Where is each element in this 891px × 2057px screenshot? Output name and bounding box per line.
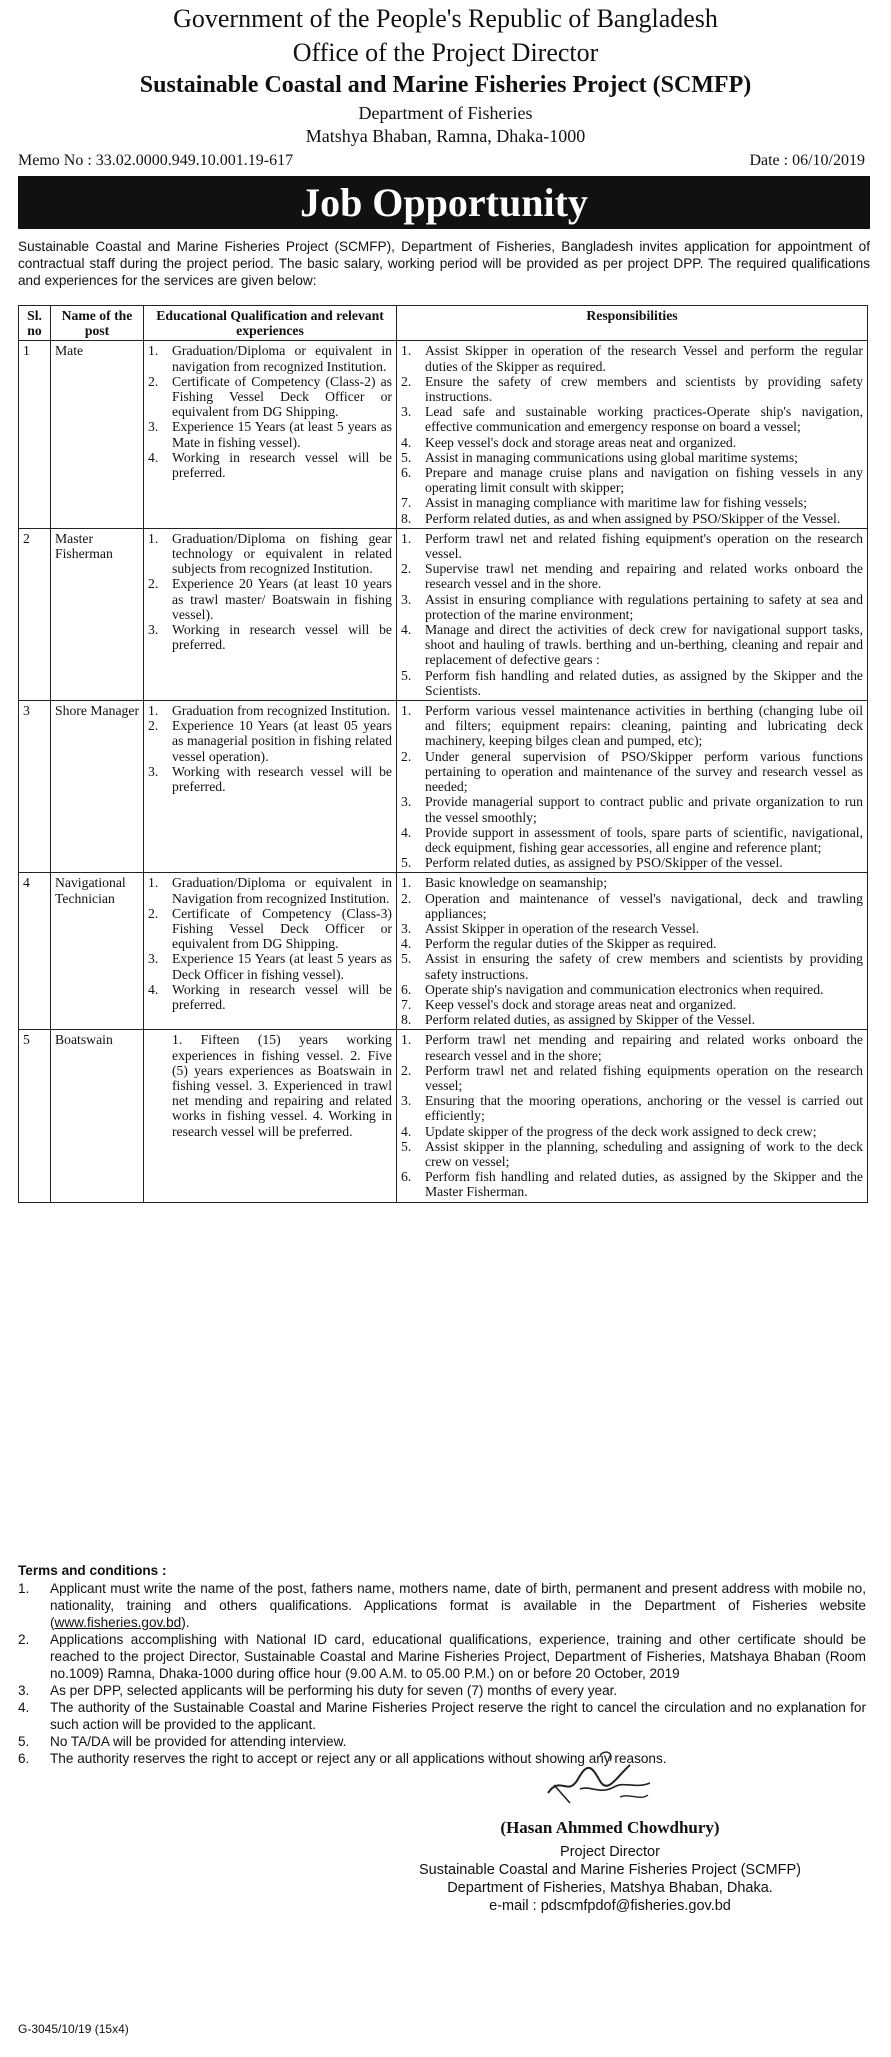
terms-title: Terms and conditions : xyxy=(18,1563,167,1578)
signer-name: (Hasan Ahmmed Chowdhury) xyxy=(500,1818,720,1837)
qualification-item: 1. Graduation from recognized Institution. xyxy=(148,703,391,719)
office-address: Matshya Bhaban, Ramna, Dhaka-1000 xyxy=(305,126,586,146)
responsibility-item: 4. Perform the regular duties of the Skipper as required. xyxy=(401,936,717,952)
row-post-name: Master Fisherman xyxy=(50,529,143,700)
row-post-name: Mate xyxy=(50,341,143,527)
signer-org: Sustainable Coastal and Marine Fisheries Project (SCMFP) xyxy=(419,1862,801,1878)
responsibility-item: 3. Ensuring that the mooring operations, anchoring or the vessel is carried out efficiently; xyxy=(401,1093,863,1124)
responsibility-item: 1. Assist Skipper in operation of the research Vessel and perform the regular duties of the Skipper as required. xyxy=(401,343,863,374)
responsibility-item: 5. Assist in managing communications using global maritime systems; xyxy=(401,449,798,465)
responsibility-item: 6. Perform fish handling and related duties, as assigned by the Skipper and the Master Fisherman. xyxy=(401,1169,863,1200)
responsibility-item: 3. Lead safe and sustainable working practices-Operate ship's navigation, effective communication and emergency response on board a vessel; xyxy=(401,404,863,435)
terms-item: 2. Applications accomplishing with National ID card, educational qualifications, experience, training and other certificate should be reached to the project Director, Sustainable Coastal and Marine Fisheries Project, Department of Fisheries, Matshaya Bhaban (Room no.1009) Ramna, Dhaka-1000 during office hour (9.00 A.M. to 05.00 P.M.) on or before 20 October, 2019 xyxy=(18,1632,866,1681)
row-sl: 1 xyxy=(23,343,30,359)
qualification-item: 2. Certificate of Competency (Class-3) Fishing Vessel Deck Officer or equivalent from DG Shipping. xyxy=(148,905,392,952)
qualification-item: 1. Graduation/Diploma or equivalent in navigation from recognized Institution. xyxy=(148,343,392,374)
responsibility-item: 1. Basic knowledge on seamanship; xyxy=(401,875,608,891)
table-row xyxy=(19,700,867,872)
qualification-item: 2. Certificate of Competency (Class-2) as Fishing Vessel Deck Officer or equivalent from DG Shipping. xyxy=(148,373,392,420)
responsibility-item: 7. Assist in managing compliance with maritime law for fishing vessels; xyxy=(401,495,808,511)
responsibility-item: 5. Assist in ensuring the safety of crew members and scientists by providing safety instructions. xyxy=(401,951,863,982)
memo-number: Memo No : 33.02.0000.949.10.001.19-617 xyxy=(18,152,294,169)
qualification-item: 4. Working in research vessel will be preferred. xyxy=(148,449,392,481)
signer-title: Project Director xyxy=(560,1844,660,1860)
responsibility-item: 4. Keep vessel's dock and storage areas neat and organized. xyxy=(401,434,737,450)
row-sl: 4 xyxy=(23,875,30,891)
responsibility-item: 2. Operation and maintenance of vessel's navigational, deck and trawling appliances; xyxy=(401,890,863,921)
responsibility-item: 1. Perform trawl net and related fishing equipment's operation on the research vessel. xyxy=(401,530,863,562)
qualification-item: 3. Working with research vessel will be preferred. xyxy=(148,763,392,795)
responsibility-item: 1. Perform various vessel maintenance activities in berthing (changing lube oil and filters; equipment repairs: cleaning, painting and lubricating deck machinery, keeping bilges clean and pumped, etc); xyxy=(401,703,863,749)
header-responsibilities: Responsibilities xyxy=(396,306,867,340)
row-responsibilities xyxy=(396,1030,867,1201)
responsibility-item: 2. Supervise trawl net mending and repairing and related works onboard the research vessel and in the shore. xyxy=(401,561,863,592)
signer-email: e-mail : pdscmfpdof@fisheries.gov.bd xyxy=(489,1898,731,1914)
terms-section xyxy=(18,1562,866,1767)
terms-item: 3. As per DPP, selected applicants will be performing his duty for seven (7) months of every year. xyxy=(18,1683,618,1698)
row-responsibilities xyxy=(396,529,867,700)
responsibility-item: 7. Keep vessel's dock and storage areas neat and organized. xyxy=(401,996,737,1012)
responsibility-item: 5. Perform related duties, as assigned by PSO/Skipper of the vessel. xyxy=(401,855,783,871)
responsibility-item: 3. Assist in ensuring compliance with regulations pertaining to safety at sea and protection of the marine environment; xyxy=(401,591,863,622)
project-title: Sustainable Coastal and Marine Fisheries Project (SCMFP) xyxy=(139,72,752,98)
table-row xyxy=(19,872,867,1029)
responsibility-item: 3. Provide managerial support to contract public and private organization to run the vessel smoothly; xyxy=(401,794,863,825)
header-post: Name of the post xyxy=(50,306,143,340)
responsibility-item: 4. Provide support in assessment of tools, spare parts of scientific, navigational, deck equipment, fishing gear accessories, all engine and reference plant; xyxy=(401,824,863,855)
terms-item: 1. Applicant must write the name of the post, fathers name, mothers name, date of birth, permanent and present address with mobile no, nationality, training and others qualifications. Applications format is available in the Department of Fisheries website (www.fisheries.gov.bd). xyxy=(18,1581,866,1630)
row-qualifications xyxy=(143,1030,396,1201)
header-sl: Sl. no xyxy=(27,308,42,339)
qualification-item: 3. Working in research vessel will be preferred. xyxy=(148,622,392,653)
qualification-item: 4. Working in research vessel will be preferred. xyxy=(148,981,392,1012)
signer-department: Department of Fisheries, Matshya Bhaban, Dhaka. xyxy=(447,1880,773,1896)
responsibility-item: 5. Perform fish handling and related duties, as assigned by the Skipper and the Scientists. xyxy=(401,667,863,698)
terms-item: 6. The authority reserves the right to accept or reject any or all applications without showing any reasons. xyxy=(18,1751,667,1766)
terms-item: 5. No TA/DA will be provided for attending interview. xyxy=(18,1734,347,1749)
responsibility-item: 2. Ensure the safety of crew members and scientists by providing safety instructions. xyxy=(401,373,863,405)
fisheries-website-link[interactable]: www.fisheries.gov.bd xyxy=(54,1615,182,1630)
responsibility-item: 4. Manage and direct the activities of deck crew for navigational support tasks, shoot and hauling of trawls. berthing and un-berthing, cleaning and repair and replacement of defective gears : xyxy=(401,622,863,668)
row-qualifications xyxy=(143,873,396,1029)
responsibility-item: 6. Operate ship's navigation and communication electronics when required. xyxy=(401,981,824,997)
row-sl: 5 xyxy=(23,1032,30,1048)
responsibility-item: 5. Assist skipper in the planning, scheduling and assigning of work to the deck crew on vessel; xyxy=(401,1138,863,1169)
row-qualifications xyxy=(143,341,396,527)
office-title: Office of the Project Director xyxy=(292,38,599,67)
responsibility-item: 6. Prepare and manage cruise plans and navigation on fishing vessels in any operating limit consult with skipper; xyxy=(401,465,863,496)
header-qualification: Educational Qualification and relevant experiences xyxy=(143,306,396,340)
ad-code: G-3045/10/19 (15x4) xyxy=(18,2022,129,2036)
row-sl: 3 xyxy=(23,703,30,719)
responsibility-item: 2. Perform trawl net and related fishing equipments operation on the research vessel; xyxy=(401,1062,863,1093)
qualification-item: 3. Experience 15 Years (at least 5 years as Deck Officer in fishing vessel). xyxy=(148,951,392,982)
qualification-text: 1. Fifteen (15) years working experiences in fishing vessel. 2. Five (5) years experiences as Boatswain in fishing vessel. 3. Experienced in trawl net mending and repairing and related works in fishing vessel. 4. Working in research vessel will be preferred. xyxy=(172,1032,392,1139)
job-opportunity-banner: Job Opportunity xyxy=(18,176,870,229)
table-row xyxy=(19,528,867,700)
terms-item: 4. The authority of the Sustainable Coastal and Marine Fisheries Project reserve the right to cancel the circulation and no explanation for such action will be provided to the applicant. xyxy=(18,1700,866,1732)
row-responsibilities xyxy=(396,701,867,872)
terms-list xyxy=(18,1580,866,1767)
qualification-item: 1. Graduation/Diploma on fishing gear technology or equivalent in related subjects from recognized Institution. xyxy=(148,530,392,577)
responsibility-item: 8. Perform related duties, as and when assigned by PSO/Skipper of the Vessel. xyxy=(401,510,841,526)
table-row xyxy=(19,1029,867,1201)
intro-paragraph: Sustainable Coastal and Marine Fisheries Project (SCMFP), Department of Fisheries, Bangladesh invites application for appointment of contractual staff during the project period. The basic salary, working period will be provided as per project DPP. The required qualifications and experiences for the services are given below: xyxy=(18,239,870,288)
row-post-name: Boatswain xyxy=(50,1030,143,1201)
responsibility-item: 3. Assist Skipper in operation of the research Vessel. xyxy=(401,920,700,936)
row-qualifications xyxy=(143,529,396,700)
responsibility-item: 2. Under general supervision of PSO/Skipper perform various functions pertaining to operation and maintenance of the survey and research vessel as needed; xyxy=(401,748,863,795)
department-name: Department of Fisheries xyxy=(358,103,533,123)
row-post-name: Shore Manager xyxy=(50,701,143,872)
signature-image xyxy=(540,1745,660,1815)
qualification-item: 2. Experience 10 Years (at least 05 years as managerial position in fishing related vessel operation). xyxy=(148,718,392,764)
responsibility-item: 8. Perform related duties, as assigned by Skipper of the Vessel. xyxy=(401,1012,756,1028)
positions-table xyxy=(18,305,868,1203)
qualification-item: 2. Experience 20 Years (at least 10 years as trawl master/ Boatswain in fishing vessel). xyxy=(148,576,392,622)
table-header-row xyxy=(19,306,867,340)
govt-title: Government of the People's Republic of Bangladesh xyxy=(173,4,718,33)
qualification-item: 1. Graduation/Diploma or equivalent in Navigation from recognized Institution. xyxy=(148,875,392,906)
table-row xyxy=(19,340,867,527)
memo-date: Date : 06/10/2019 xyxy=(749,152,865,169)
qualification-item: 3. Experience 15 Years (at least 5 years as Mate in fishing vessel). xyxy=(148,419,392,450)
responsibility-item: 1. Perform trawl net mending and repairing and related works onboard the research vessel and in the shore; xyxy=(401,1032,863,1063)
row-qualifications xyxy=(143,701,396,872)
row-post-name: Navigational Technician xyxy=(50,873,143,1029)
responsibility-item: 4. Update skipper of the progress of the deck work assigned to deck crew; xyxy=(401,1123,817,1139)
row-sl: 2 xyxy=(23,530,30,546)
row-responsibilities xyxy=(396,873,867,1029)
row-responsibilities xyxy=(396,341,867,527)
